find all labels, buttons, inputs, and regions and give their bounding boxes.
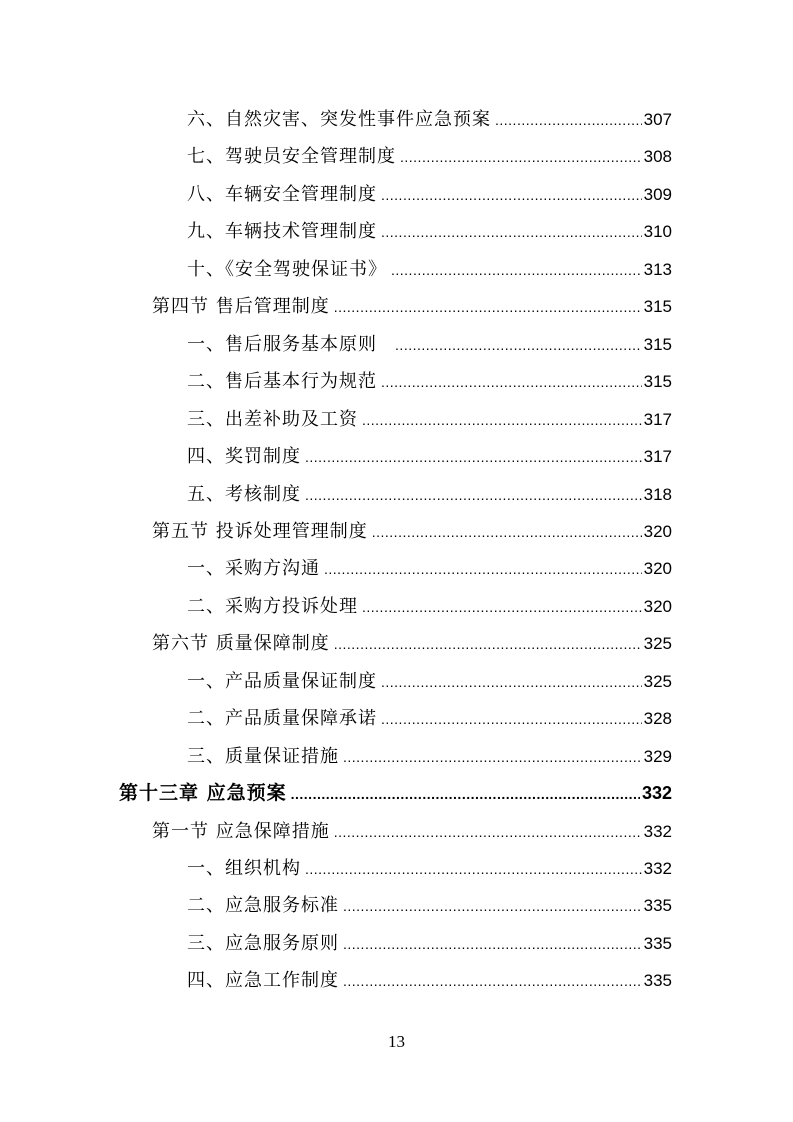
toc-entry-page: 325 xyxy=(643,671,672,691)
toc-entry-label: 三、应急服务原则 xyxy=(187,932,339,954)
toc-leader-dots xyxy=(391,252,642,289)
toc-leader-dots xyxy=(362,402,642,439)
toc-leader-dots xyxy=(343,926,642,963)
toc-entry-label: 一、售后服务基本原则 xyxy=(187,333,377,355)
toc-entry-page: 307 xyxy=(643,110,672,129)
toc-entry[interactable] xyxy=(187,401,672,438)
toc-entry[interactable] xyxy=(187,850,672,887)
toc-leader-dots xyxy=(362,589,642,626)
toc-entry[interactable] xyxy=(187,925,672,962)
toc-entry-page: 335 xyxy=(643,971,672,991)
toc-leader-dots xyxy=(291,776,640,813)
toc-leader-dots xyxy=(381,177,642,214)
toc-leader-dots xyxy=(343,963,642,1000)
toc-entry[interactable] xyxy=(187,738,672,775)
toc-leader-dots xyxy=(400,139,642,176)
toc-entry-label: 十、《安全驾驶保证书》 xyxy=(187,258,387,280)
toc-entry-page: 315 xyxy=(643,334,672,354)
toc-entry-page: 317 xyxy=(643,409,672,429)
toc-entry-page: 332 xyxy=(641,783,672,804)
toc-leader-dots xyxy=(381,214,642,251)
toc-entry[interactable] xyxy=(187,213,672,250)
toc-entry-label: 第四节 售后管理制度 xyxy=(152,296,330,318)
toc-entry-page: 332 xyxy=(643,821,672,841)
toc-entry-page: 320 xyxy=(643,596,672,616)
toc-entry[interactable] xyxy=(187,438,672,475)
toc-entry[interactable] xyxy=(119,775,672,812)
toc-entry[interactable] xyxy=(152,513,672,550)
toc-leader-dots xyxy=(495,102,642,139)
toc-entry-label: 三、出差补助及工资 xyxy=(187,408,358,430)
toc-entry-page: 320 xyxy=(643,521,672,541)
toc-entry-label: 一、组织机构 xyxy=(187,858,301,879)
toc-entry[interactable] xyxy=(187,363,672,400)
toc-leader-dots xyxy=(334,626,642,663)
toc-entry[interactable] xyxy=(152,813,672,850)
toc-entry[interactable] xyxy=(152,288,672,325)
toc-entry[interactable] xyxy=(187,101,672,138)
toc-entry[interactable] xyxy=(187,588,672,625)
toc-entry-label: 二、应急服务标准 xyxy=(187,895,339,917)
toc-entry-label: 二、产品质量保障承诺 xyxy=(187,708,377,730)
toc-leader-dots xyxy=(381,364,642,401)
toc-leader-dots xyxy=(381,701,642,738)
toc-leader-dots xyxy=(324,551,642,588)
toc-entry-page: 308 xyxy=(643,147,672,167)
toc-entry-page: 315 xyxy=(643,297,672,317)
toc-entry-label: 二、售后基本行为规范 xyxy=(187,371,377,393)
toc-entry-page: 328 xyxy=(643,709,672,729)
toc-entry-label: 八、车辆安全管理制度 xyxy=(187,183,377,205)
toc-entry[interactable] xyxy=(187,550,672,587)
toc-leader-dots xyxy=(372,514,642,551)
toc-entry-page: 315 xyxy=(643,372,672,392)
toc-entry-page: 313 xyxy=(643,259,672,279)
toc-leader-dots xyxy=(395,327,642,364)
toc-entry-page: 320 xyxy=(643,559,672,579)
toc-entry[interactable] xyxy=(187,962,672,999)
toc-leader-dots xyxy=(305,439,642,476)
toc-leader-dots xyxy=(381,664,642,701)
page-number: 13 xyxy=(388,1032,405,1051)
toc-entry-label: 六、自然灾害、突发性事件应急预案 xyxy=(187,109,491,130)
toc-entry-label: 二、采购方投诉处理 xyxy=(187,595,358,617)
toc-entry-page: 318 xyxy=(643,484,672,504)
toc-entry-label: 第六节 质量保障制度 xyxy=(152,633,330,655)
toc-entry[interactable] xyxy=(152,625,672,662)
toc-leader-dots xyxy=(334,289,642,326)
toc-entry-label: 四、奖罚制度 xyxy=(187,446,301,468)
toc-entry[interactable] xyxy=(187,663,672,700)
toc-entry[interactable] xyxy=(187,138,672,175)
toc-entry-label: 第一节 应急保障措施 xyxy=(152,820,330,842)
toc-entry[interactable] xyxy=(187,326,672,363)
toc-entry-label: 一、采购方沟通 xyxy=(187,558,320,580)
toc-entry-label: 一、产品质量保证制度 xyxy=(187,670,377,692)
toc-entry-label: 第十三章 应急预案 xyxy=(119,782,287,805)
toc-entry[interactable] xyxy=(187,251,672,288)
toc-entry-page: 325 xyxy=(643,634,672,654)
toc-entry[interactable] xyxy=(187,700,672,737)
toc-leader-dots xyxy=(334,814,642,851)
toc-entry-page: 335 xyxy=(643,896,672,916)
toc-entry-page: 335 xyxy=(643,933,672,953)
toc-entry-label: 三、质量保证措施 xyxy=(187,745,339,767)
toc-leader-dots xyxy=(343,739,642,776)
toc-entry-page: 309 xyxy=(643,184,672,204)
toc-entry-page: 332 xyxy=(643,859,672,878)
toc-entry[interactable] xyxy=(187,887,672,924)
toc-leader-dots xyxy=(305,477,642,514)
toc-entry[interactable] xyxy=(187,476,672,513)
toc-entry-page: 329 xyxy=(643,746,672,766)
toc-entry-label: 五、考核制度 xyxy=(187,483,301,505)
toc-entry-page: 310 xyxy=(643,222,672,242)
toc-entry-label: 四、应急工作制度 xyxy=(187,970,339,992)
toc-entry-label: 七、驾驶员安全管理制度 xyxy=(187,146,396,168)
toc-entry-page: 317 xyxy=(643,447,672,467)
toc-leader-dots xyxy=(343,888,642,925)
toc-leader-dots xyxy=(305,851,642,888)
toc-entry-label: 九、车辆技术管理制度 xyxy=(187,221,377,243)
toc-entry[interactable] xyxy=(187,176,672,213)
toc-entry-label: 第五节 投诉处理管理制度 xyxy=(152,520,368,542)
